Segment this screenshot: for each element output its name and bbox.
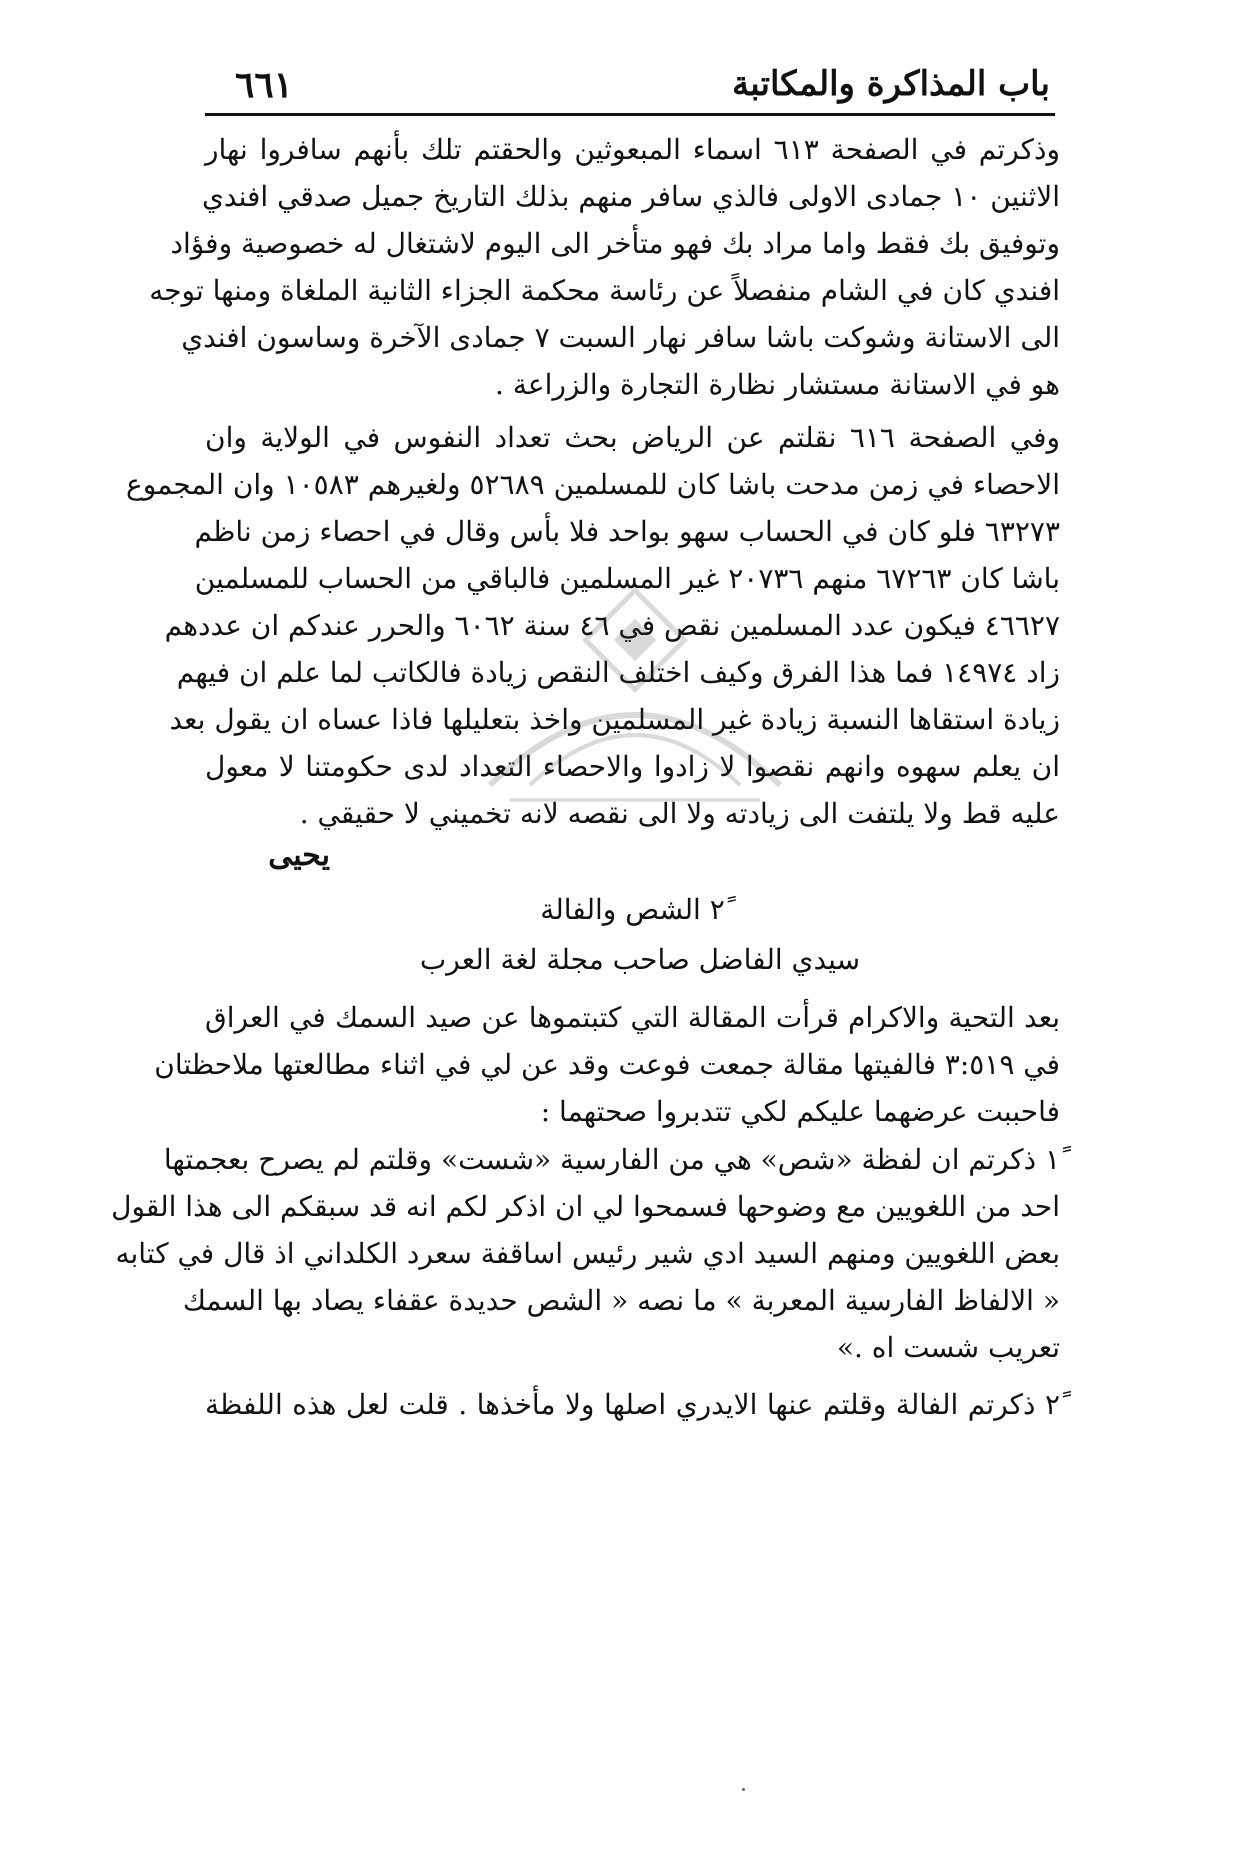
text-line: ان يعلم سهوه وانهم نقصوا لا زادوا والاحصاء التعداد لدى حكومتنا لا معول [205,750,1060,783]
text-line: وتوفيق بك فقط واما مراد بك فهو متأخر الى اليوم لاشتغال له خصوصية وفؤاد [170,227,1060,260]
section-heading: ٢ً الشص والفالة [540,893,725,926]
text-line: في ٣:٥١٩ فالفيتها مقالة جمعت فوعت وقد عن لي في اثناء مطالعتها ملاحظتان [154,1048,1060,1081]
text-line: فاحببت عرضهما عليكم لكي تتدبروا صحتهما : [540,1095,1060,1128]
text-line: الاثنين ١٠ جمادى الاولى فالذي سافر منهم بذلك التاريخ جميل صدقي افندي [201,180,1060,213]
text-line: تعريب شست اه .» [836,1331,1060,1364]
text-line: الاحصاء في زمن مدحت باشا كان للمسلمين ٥٢٦٨٩ ولغيرهم ١٠٥٨٣ وان المجموع [125,468,1060,501]
text-line: « الالفاظ الفارسية المعربة » ما نصه « الشص حديدة عقفاء يصاد بها السمك [182,1284,1060,1317]
text-line: افندي كان في الشام منفصلاً عن رئاسة محكمة الجزاء الثانية الملغاة ومنها توجه [149,274,1060,307]
text-line: بعد التحية والاكرام قرأت المقالة التي كتبتموها عن صيد السمك في العراق [205,1001,1060,1034]
text-line: هو في الاستانة مستشار نظارة التجارة والزراعة . [495,368,1060,401]
text-line: ٢ً ذكرتم الفالة وقلتم عنها الايدري اصلها ولا مأخذها . قلت لعل هذه اللفظة [205,1388,1060,1421]
text-line: احد من اللغويين مع وضوحها فسمحوا لي ان اذكر لكم انه قد سبقكم الى هذا القول [111,1190,1060,1223]
running-title: باب المذاكرة والمكاتبة [732,64,1050,104]
text-line: زيادة استقاها النسبة زيادة غير المسلمين واخذ بتعليلها فاذا عساه ان يقول بعد [169,703,1060,736]
text-line: ٦٣٢٧٣ فلو كان في الحساب سهو بواحد فلا بأس وقال في احصاء زمن ناظم [194,515,1060,548]
speck [742,1788,745,1791]
text-line: الى الاستانة وشوكت باشا سافر نهار السبت ٧ جمادى الآخرة وساسون افندي [181,321,1060,354]
text-line: باشا كان ٦٧٢٦٣ منهم ٢٠٧٣٦ غير المسلمين فالباقي من الحساب للمسلمين [194,562,1060,595]
text-line: ١ً ذكرتم ان لفظة «شص» هي من الفارسية «شست» وقلتم لم يصرح بعجمتها [163,1143,1060,1176]
page-header [215,62,1050,112]
header-rule [205,113,1055,116]
text-line: وفي الصفحة ٦١٦ نقلتم عن الرياض بحث تعداد النفوس في الولاية وان [205,421,1061,454]
text-line: وذكرتم في الصفحة ٦١٣ اسماء المبعوثين والحقتم تلك بأنهم سافروا نهار [205,133,1060,166]
signature: يحيى [268,838,330,873]
text-line: زاد ١٤٩٧٤ فما هذا الفرق وكيف اختلف النقص زيادة فالكاتب لما علم ان فيهم [176,656,1060,689]
salutation: سيدي الفاضل صاحب مجلة لغة العرب [419,943,861,976]
text-line: ٤٦٦٢٧ فيكون عدد المسلمين نقص في ٤٦ سنة ٦٠٦٢ والحرر عندكم ان عددهم [164,609,1060,642]
text-line: بعض اللغويين ومنهم السيد ادي شير رئيس اساقفة سعرد الكلداني اذ قال في كتابه [115,1237,1060,1270]
library-watermark [470,585,800,825]
page-number: ٦٦١ [235,64,294,106]
text-line: عليه قط ولا يلتفت الى زيادته ولا الى نقصه لانه تخميني لا حقيقي . [299,797,1060,830]
